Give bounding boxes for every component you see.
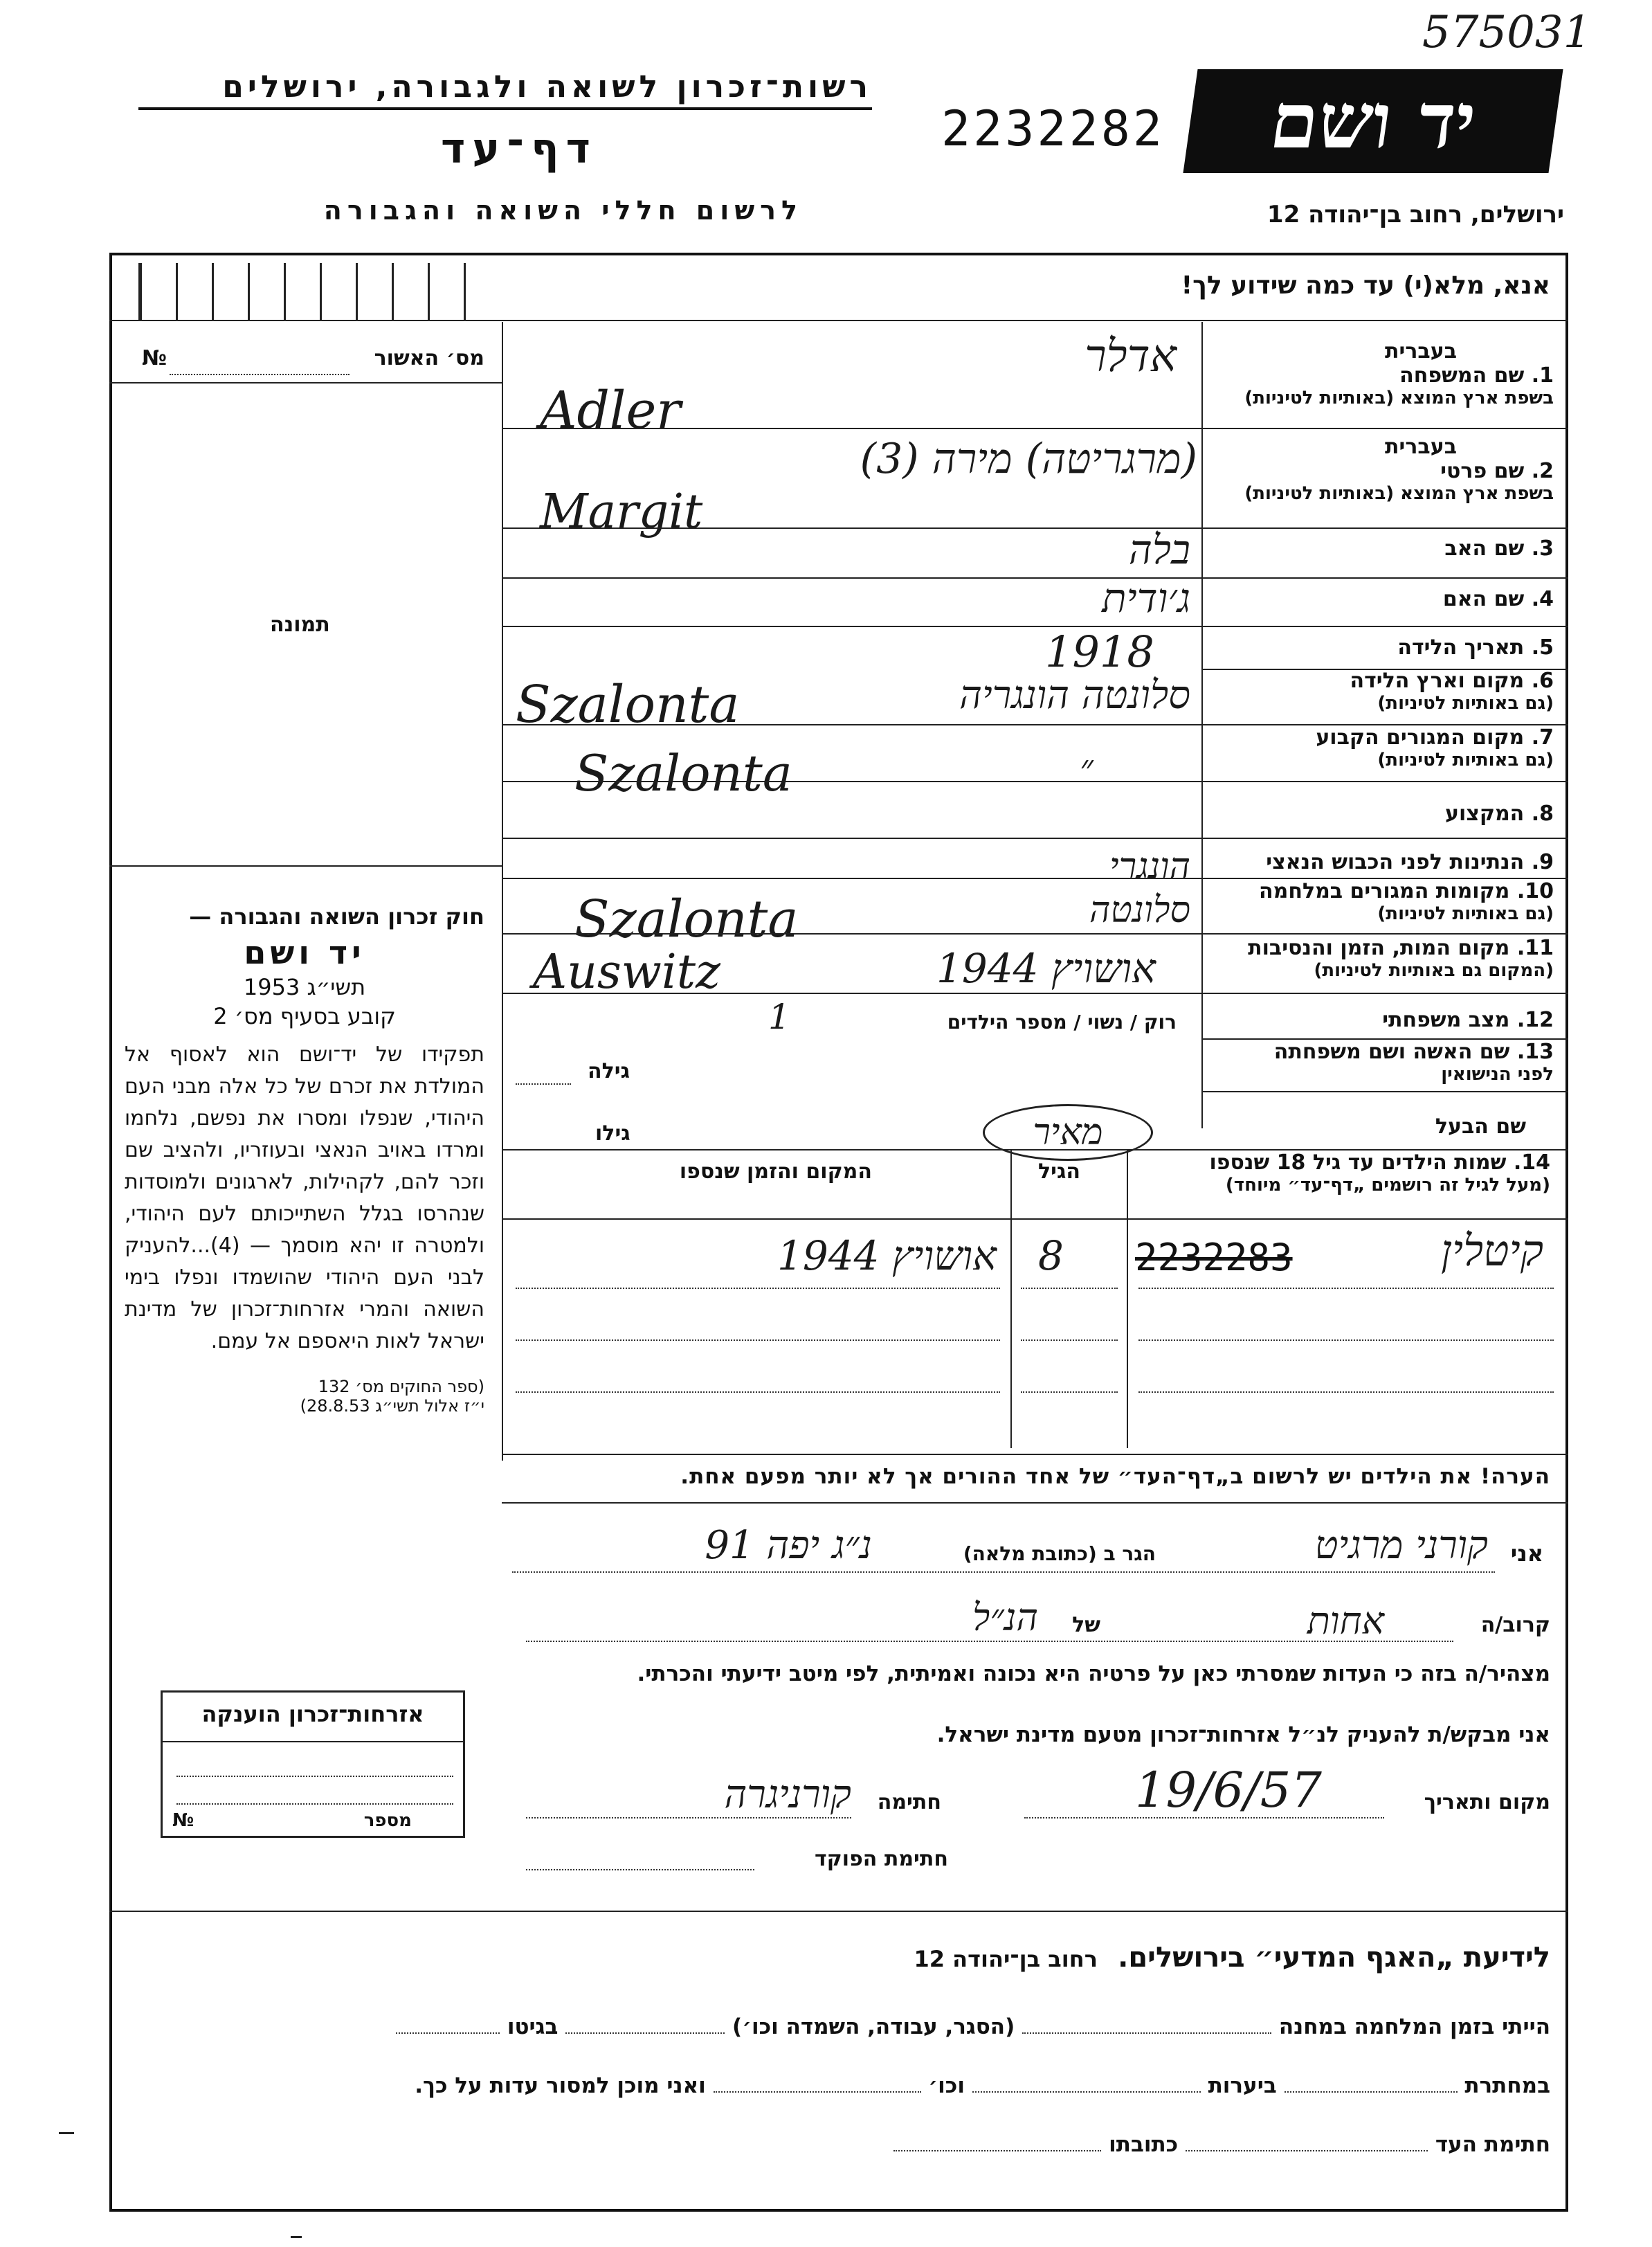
archive-number: 575031 [1422, 7, 1592, 58]
child-name[interactable]: קיטלין [1441, 1225, 1543, 1276]
marital-options[interactable]: רוק / נשוי / מספר הילדים [947, 1011, 1177, 1034]
form-title: דף־עד [441, 125, 597, 173]
official-signature-field[interactable] [526, 1869, 754, 1870]
residence-ditto[interactable]: ״ [1080, 748, 1093, 789]
declaration-text: מצהיר/ה בזה כי העדות שמסרתי כאן על פרטיה היא נכונה ואמיתית, לפי מיטב ידיעתי והכרתי. [637, 1661, 1550, 1686]
address: ירושלים, רחוב בן־יהודה 12 [1267, 201, 1564, 228]
field-4: 4. שם האם [1442, 587, 1554, 611]
husband-name[interactable]: מאיר [983, 1104, 1153, 1161]
field-1: בעברית 1. שם המשפחה בשפת ארץ המוצא (באותיות לטיניות) [1244, 339, 1554, 408]
wife-age-field[interactable] [516, 1083, 571, 1085]
residence-latin[interactable]: Szalonta [574, 744, 792, 802]
instruction: אנא, מלא(י) עד כמה שידוע לך! [1181, 271, 1550, 300]
surname-hebrew[interactable]: אדלר [1084, 331, 1177, 382]
child-age[interactable]: 8 [1038, 1232, 1064, 1279]
relation[interactable]: אחות [1307, 1599, 1384, 1643]
code-boxes [138, 263, 500, 320]
field-10: 10. מקומות המגורים במלחמה (גם באותיות לטיניות) [1259, 879, 1554, 924]
official-signature-label: חתימת הפוקד [815, 1847, 948, 1871]
photo-label: תמונה [270, 613, 330, 637]
margin-tick-bottom [291, 2236, 302, 2238]
citizenship-box: אזרחות־זכרון הוענקה מספר № [161, 1690, 465, 1838]
field-13: 13. שם האשה ושם משפחתה לפני הנישואין [1273, 1040, 1554, 1085]
footer-line-3: חתימת העד כתובתו [761, 2132, 1550, 2157]
form-subtitle: לרשום חללי השואה והגבורה [323, 195, 803, 226]
wife-age-label: גילה [588, 1059, 630, 1083]
field-5: 5. תאריך הלידה [1397, 635, 1554, 660]
col-place-label: המקום והזמן שנספו [679, 1159, 872, 1184]
mother-name[interactable]: ג׳ודית [1102, 575, 1190, 622]
signature[interactable]: קורניגרה [724, 1772, 851, 1817]
husband-age-label: גילו [595, 1121, 630, 1146]
field-2: בעברית 2. שם פרטי בשפת ארץ המוצא (באותיות לטיניות) [1244, 435, 1554, 504]
declarant-name[interactable]: קורני מרגיט [1314, 1523, 1488, 1568]
approval-label: מס׳ האשור [374, 346, 484, 370]
of-value[interactable]: הנ״ל [972, 1596, 1038, 1639]
field-9: 9. הנתינות לפני הכבוש הנאצי [1266, 850, 1554, 874]
child-place-time[interactable]: אושויץ 1944 [777, 1232, 997, 1279]
field-8: 8. המקצוע [1444, 802, 1554, 826]
request-text: אני מבקש/ת להעניק לנ״ל אזרחות־זכרון מטעם מדינת ישראל. [936, 1722, 1550, 1747]
field-11: 11. מקום המות, הזמן והנסיבות (המקום גם באותיות לטיניות) [1248, 936, 1554, 981]
relative-label: קרוב/ה [1480, 1613, 1550, 1637]
footer-line-1: הייתי בזמן המלחמה במחנה (הסגר, עבודה, השמדה וכו׳) בגיטו [332, 2014, 1550, 2039]
children-note: הערה! את הילדים יש לרשום ב„דף־העד״ של אחד ההורים אך לא יותר מפעם אחת. [680, 1464, 1550, 1489]
field-3: 3. שם האב [1444, 536, 1554, 561]
field-6: 6. מקום וארץ הלידה (גם באותיות לטיניות) [1350, 669, 1554, 714]
declarant-address[interactable]: נ״ג יפה 91 [705, 1523, 872, 1568]
resides-label: הגר ב (כתובת מלאה) [963, 1542, 1156, 1565]
field-7: 7. מקום המגורים הקבוע (גם באותיות לטיניות) [1316, 725, 1554, 770]
first-name-hebrew[interactable]: (מרגריטה) מירה (3) [860, 435, 1197, 483]
of-label: של [1072, 1613, 1100, 1637]
place-date-label: מקום ותאריך [1424, 1790, 1550, 1814]
declaration-i: אני [1510, 1540, 1543, 1567]
signature-label: חתימה [877, 1790, 941, 1814]
birth-place-hebrew[interactable]: סלונטה הונגריה [959, 673, 1190, 718]
wartime-residence-latin[interactable]: Szalonta [574, 890, 799, 949]
death-place-hebrew[interactable]: אושויץ 1944 [936, 945, 1156, 992]
children-header: 14. שמות הילדים עד גיל 18 שנספו (מעל לגיל זה רושמים „דף־עד״ מיוחד) [1209, 1150, 1550, 1195]
birth-date[interactable]: 1918 [1045, 626, 1154, 677]
footer-title-row: לידיעת „האגף המדעי״ בירושלים. רחוב בן־יהודה 12 [914, 1942, 1550, 1974]
field-12: 12. מצב משפחתי [1382, 1008, 1554, 1032]
declaration-date[interactable]: 19/6/57 [1135, 1762, 1322, 1819]
page-number: 2232282 [941, 100, 1165, 157]
approval-no-sign: № [142, 346, 167, 370]
wartime-residence-hebrew[interactable]: סלונטה [1089, 890, 1190, 931]
yad-vashem-logo [1183, 69, 1563, 173]
law-block: חוק זכרון השואה והגבורה — יד ושם תשי״ג 1953 קובע בסעיף מס׳ 2 תפקידו של יד־ושם הוא לאסוף אל המולדת את זכרם של כל אלה מבני העם היהודי, שנפלו ומסרו את נפשם, נלחמו ומרדו באויב הנאצי ובעוזריו, ולהציב שם וזכר להם, לקהילות, לארגונים ולמוסדות שנהרסו בגלל השתייכותם לעם היהודי, ולמטרה זו יהא מוסמך — (4)...להעניק לבני העם היהודי שהושמדו ונפלו בימי השואה והמרי אזרחות־זכרון של מדינת ישראל לאות היאספם אל עמם. (ספר החוקים מס׳ 132 י״ז אלול תשי״ג 28.8.53) [125, 903, 484, 1416]
husband-label: שם הבעל [1435, 1115, 1526, 1139]
father-name[interactable]: בלה [1128, 526, 1190, 573]
approval-field[interactable] [170, 374, 350, 375]
child-crossed-number: 2232283 [1135, 1236, 1293, 1279]
logo-text: יד ושם [1264, 76, 1482, 165]
institution-name: רשות־זכרון לשואה ולגבורה, ירושלים [138, 69, 872, 110]
children-count[interactable]: 1 [768, 997, 790, 1037]
surname-latin[interactable]: Adler [540, 381, 681, 440]
footer-line-2: במחתרת ביערות וכו׳ ואני מוכן למסור עדות על כך. [415, 2073, 1550, 2098]
margin-tick [59, 2132, 74, 2134]
col-age-label: הגיל [1038, 1159, 1080, 1184]
birth-place-latin[interactable]: Szalonta [516, 675, 740, 734]
death-place-latin[interactable]: Auswitz [533, 945, 720, 1000]
nationality[interactable]: הונגרי [1109, 846, 1190, 887]
first-name-latin[interactable]: Margit [540, 485, 703, 539]
